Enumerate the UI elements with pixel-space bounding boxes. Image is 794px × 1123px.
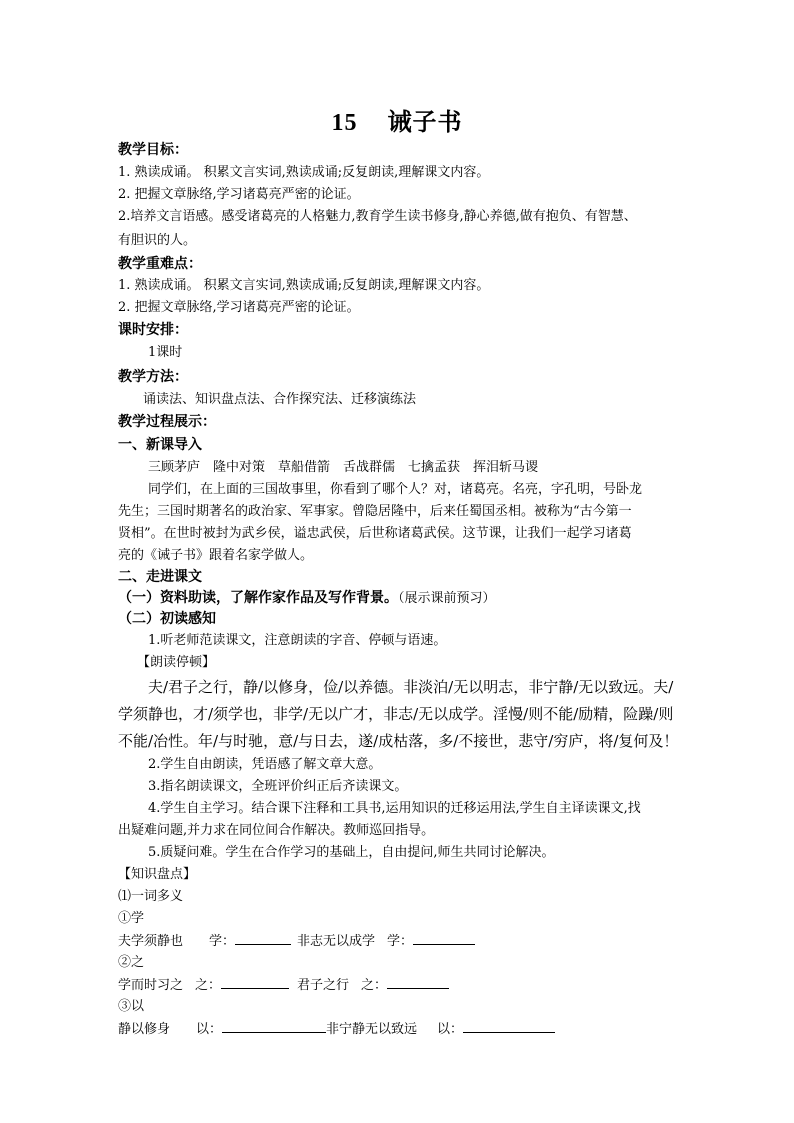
polysemy-subheading: ⑴一词多义 bbox=[118, 889, 184, 904]
example-sentence: 学而时习之 bbox=[118, 978, 184, 993]
key-point-item: 2. 把握文章脉络,学习诸葛亮严密的论证。 bbox=[118, 300, 360, 315]
word-label: ③以 bbox=[118, 999, 145, 1014]
exercise-row bbox=[118, 976, 449, 995]
methods-value: 诵读法、知识盘点法、合作探究法、迁移演练法 bbox=[143, 392, 417, 407]
intro-paragraph-line: 亮的《诫子书》跟着名家学做人。 bbox=[118, 548, 314, 563]
goal-item: 2.培养文言语感。感受诸葛亮的人格魅力,教育学生读书修身,静心养德,做有抱负、有智慧、 bbox=[118, 209, 637, 224]
reading-text-line: 夫/君子之行，静/以修身，俭/以养德。非淡泊/无以明志，非宁静/无以致远。夫/ bbox=[148, 678, 674, 696]
example-sentence: 非志无以成学 bbox=[297, 934, 376, 949]
page-title bbox=[0, 102, 794, 137]
reading-text-line: 不能/冶性。年/与时驰，意/与日去，遂/成枯落，多/不接世，悲守/穷庐，将/复何及！ bbox=[118, 732, 679, 750]
subsection-materials bbox=[118, 589, 496, 608]
key-point-item: 1. 熟读成诵。 积累文言实词,熟读成诵;反复朗读,理解课文内容。 bbox=[118, 278, 490, 293]
reading-step: 5.质疑问难。学生在合作学习的基础上，自由提问,师生共同讨论解决。 bbox=[148, 845, 555, 860]
exercise-row bbox=[118, 1020, 555, 1039]
schedule-heading: 课时安排： bbox=[118, 322, 188, 338]
goals-heading: 教学目标： bbox=[118, 142, 188, 158]
word-key: 之： bbox=[361, 978, 388, 993]
key-points-heading: 教学重难点： bbox=[118, 256, 202, 272]
answer-blank[interactable] bbox=[222, 1020, 326, 1033]
subsection-materials-title: （一）资料助读，了解作家作品及写作背景。 bbox=[118, 590, 398, 606]
knowledge-heading: 【知识盘点】 bbox=[118, 867, 197, 882]
pause-label: 【朗读停顿】 bbox=[137, 655, 216, 670]
reading-step: 3.指名朗读课文，全班评价纠正后齐读课文。 bbox=[148, 779, 408, 794]
word-key: 学： bbox=[209, 934, 236, 949]
answer-blank[interactable] bbox=[221, 976, 289, 989]
reading-step-continued: 出疑难问题,并力求在同位间合作解决。教师巡回指导。 bbox=[118, 823, 435, 838]
story-names: 三顾茅庐 隆中对策 草船借箭 舌战群儒 七擒孟获 挥泪斩马谡 bbox=[148, 460, 539, 475]
word-key: 以： bbox=[196, 1022, 223, 1037]
subsection-materials-note: （展示课前预习） bbox=[398, 591, 496, 606]
example-sentence: 君子之行 bbox=[297, 978, 350, 993]
lesson-number: 15 bbox=[331, 110, 358, 136]
example-sentence: 静以修身 bbox=[118, 1022, 171, 1037]
schedule-value: 1课时 bbox=[148, 345, 183, 360]
example-sentence: 非宁静无以致远 bbox=[326, 1022, 418, 1037]
lesson-title: 诫子书 bbox=[387, 107, 463, 136]
exercise-row bbox=[118, 932, 475, 951]
reading-text-line: 学须静也，才/须学也，非学/无以广才，非志/无以成学。淫慢/则不能/励精，险躁/则 bbox=[118, 705, 674, 723]
answer-blank[interactable] bbox=[387, 976, 449, 989]
reading-step: 1.听老师范读课文，注意朗读的字音、停顿与语速。 bbox=[148, 633, 447, 648]
answer-blank[interactable] bbox=[235, 932, 291, 945]
word-key: 之： bbox=[195, 978, 222, 993]
goal-item: 有胆识的人。 bbox=[118, 233, 197, 248]
answer-blank[interactable] bbox=[463, 1020, 555, 1033]
word-label: ①学 bbox=[118, 911, 145, 926]
word-key: 学： bbox=[387, 934, 414, 949]
section2-heading: 二、走进课文 bbox=[118, 569, 202, 585]
section1-heading: 一、新课导入 bbox=[118, 437, 202, 453]
goal-item: 1. 熟读成诵。 积累文言实词,熟读成诵;反复朗读,理解课文内容。 bbox=[118, 165, 490, 180]
word-label: ②之 bbox=[118, 955, 145, 970]
word-key: 以： bbox=[437, 1022, 464, 1037]
methods-heading: 教学方法： bbox=[118, 369, 188, 385]
example-sentence: 夫学须静也 bbox=[118, 934, 184, 949]
subsection-first-reading: （二）初读感知 bbox=[118, 611, 216, 627]
intro-paragraph-line: 先生；三国时期著名的政治家、军事家。曾隐居隆中，后来任蜀国丞相。被称为“古今第一 bbox=[118, 504, 632, 519]
reading-step: 2.学生自由朗读，凭语感了解文章大意。 bbox=[148, 757, 382, 772]
intro-paragraph-line: 同学们，在上面的三国故事里，你看到了哪个人？对，诸葛亮。名亮，字孔明，号卧龙 bbox=[148, 482, 643, 497]
answer-blank[interactable] bbox=[413, 932, 475, 945]
goal-item: 2. 把握文章脉络,学习诸葛亮严密的论证。 bbox=[118, 187, 360, 202]
process-heading: 教学过程展示： bbox=[118, 414, 216, 430]
intro-paragraph-line: 贤相”。在世时被封为武乡侯，谥忠武侯，后世称诸葛武侯。这节课，让我们一起学习诸葛 bbox=[118, 526, 632, 541]
reading-step: 4.学生自主学习。结合课下注释和工具书,运用知识的迁移运用法,学生自主译读课文,找 bbox=[148, 801, 641, 816]
